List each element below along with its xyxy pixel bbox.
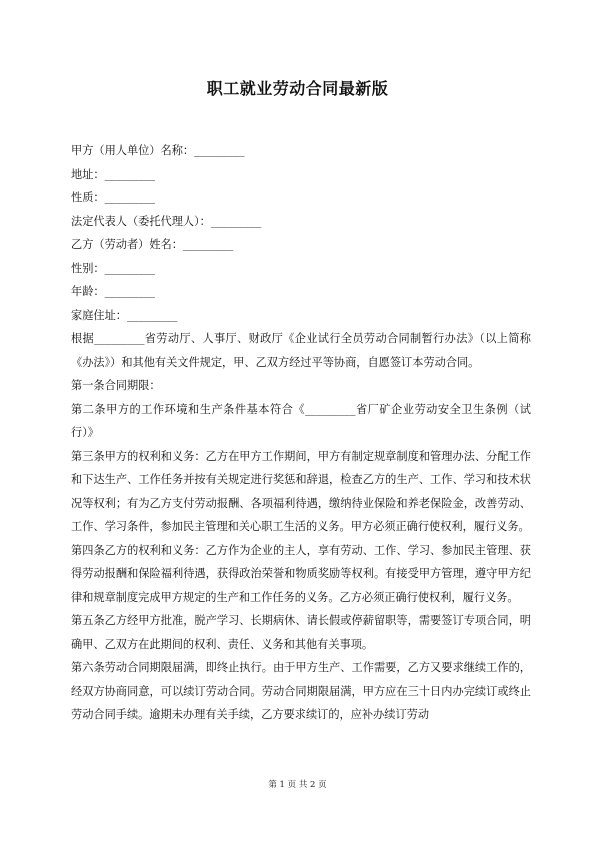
paragraph-article-2: 第二条甲方的工作环境和生产条件基本符合《_________省厂矿企业劳动安全卫生条例（试行）》 — [71, 402, 531, 439]
paragraph-article-1: 第一条合同期限： — [71, 379, 161, 392]
field-employer-name: 甲方（用人单位）名称：_________ — [71, 144, 245, 157]
paragraph-article-3: 第三条甲方的权利和义务：乙方在甲方工作期间，甲方有制定规章制度和管理办法、分配工作和下达生产、工作任务并按有关规定进行奖惩和辞退，检查乙方的生产、工作、学习和技术状况等权利；有为乙方支付劳动报酬、各项福利待遇，缴纳待业保险和养老保险金，改善劳动、工作、学习条件，参加民主管理和关心职工生活的义务。甲方必须正确行使权利，履行义务。 — [71, 449, 531, 533]
field-home-address: 家庭住址：_________ — [71, 308, 178, 322]
field-nature: 性质：_________ — [71, 191, 155, 204]
paragraph-article-4: 第四条乙方的权利和义务：乙方作为企业的主人，享有劳动、工作、学习、参加民主管理、获得劳动报酬和保险福利待遇，获得政治荣誉和物质奖励等权利。有接受甲方管理，遵守甲方纪律和规章制度完成甲方规定的生产和工作任务的义务。乙方必须正确行使权利，履行义务。 — [71, 543, 531, 604]
field-address: 地址：_________ — [71, 167, 155, 181]
document-body — [71, 139, 531, 727]
paragraph-article-5: 第五条乙方经甲方批准，脱产学习、长期病休、请长假或停薪留职等，需要签订专项合同，明确甲、乙双方在此期间的权利、责任、义务和其他有关事项。 — [71, 614, 531, 651]
field-employee-name: 乙方（劳动者）姓名：_________ — [71, 238, 234, 251]
paragraph-article-6: 第六条劳动合同期限届满，即终止执行。由于甲方生产、工作需要，乙方又要求继续工作的，经双方协商同意，可以续订劳动合同。劳动合同期限届满，甲方应在三十日内办完续订或终止劳动合同手续。逾期未办理有关手续，乙方要求续订的，应补办续订劳动 — [71, 661, 531, 721]
field-gender: 性别：_________ — [71, 261, 155, 275]
field-age: 年龄：_________ — [71, 285, 155, 298]
field-legal-representative: 法定代表人（委托代理人）：_________ — [71, 214, 262, 228]
document-title: 职工就业劳动合同最新版 — [206, 79, 389, 98]
page-number: 第 1 页 共 2 页 — [268, 780, 327, 790]
paragraph-preamble: 根据_________省劳动厅、人事厅、财政厅《企业试行全员劳动合同制暂行办法》（以上简称《办法》）和其他有关文件规定，甲、乙双方经过平等协商，自愿签订本劳动合同。 — [71, 332, 531, 369]
